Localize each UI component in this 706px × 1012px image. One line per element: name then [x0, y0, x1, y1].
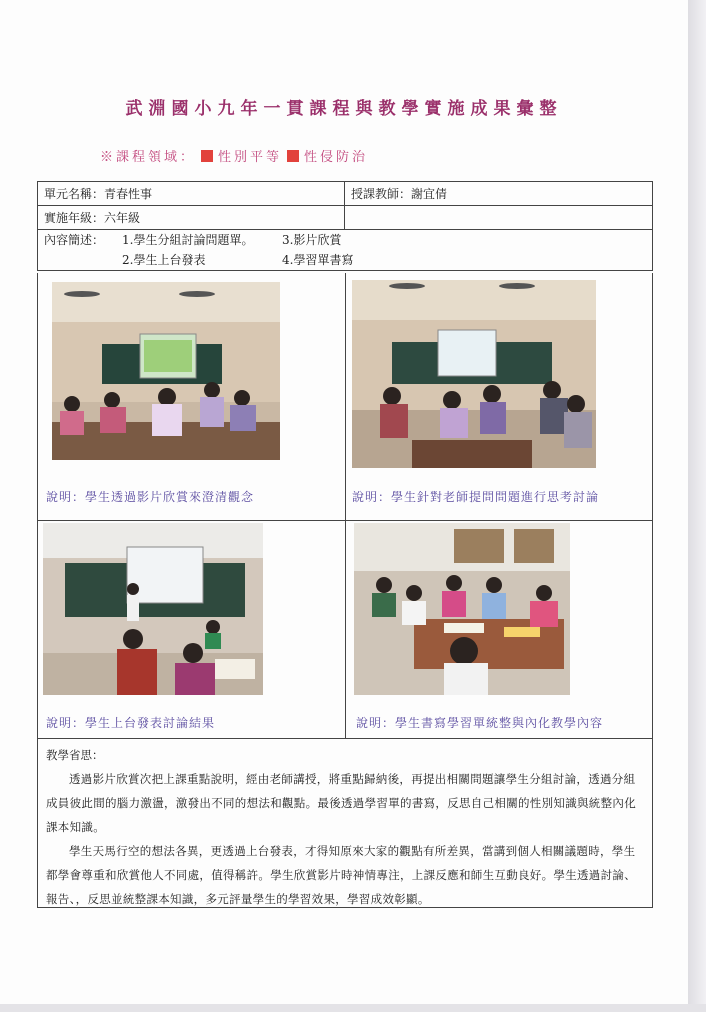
square-bullet-icon [201, 150, 213, 162]
teacher-name: 授課教師：謝宜倩 [345, 182, 653, 206]
square-bullet-icon [287, 150, 299, 162]
reflection-paragraph: 透過影片欣賞次把上課重點說明，經由老師講授，將重點歸納後，再提出相關問題讓學生分組討論，透過分組成員彼此間的腦力激盪，激發出不同的想法和觀點。最後透過學習單的書寫，反思自己相關的性別知識與統整內化課本知識。 [46, 772, 636, 834]
content-item: 4.學習單書寫 [282, 253, 354, 267]
classroom-photo [43, 523, 263, 695]
reflection-heading: 教學省思： [46, 748, 104, 762]
domain-prefix: ※課程領域： [100, 150, 197, 165]
classroom-photo [52, 282, 280, 460]
page-edge [688, 0, 706, 1012]
photo-caption: 說明：學生書寫學習單統整與內化教學內容 [356, 716, 604, 730]
domain-item: 性侵防治 [304, 150, 369, 165]
empty-cell [345, 206, 653, 230]
reflection-paragraph: 學生天馬行空的想法各異，更透過上台發表，才得知原來大家的觀點有所差異，當講到個人相關議題時，學生都學會尊重和欣賞他人不同處，值得稱許。學生欣賞影片時神情專注，上課反應和師生互動良好。學生透過討論、報告、，反思並統整課本知識，多元評量學生的學習效果，學習成效彰顯。 [46, 844, 636, 906]
unit-name: 單元名稱：青春性事 [38, 182, 345, 206]
content-label: 內容簡述： [44, 233, 105, 247]
content-item: 1.學生分組討論問題單。 [122, 233, 254, 247]
classroom-photo [354, 523, 570, 695]
teaching-reflection [37, 738, 653, 908]
grade: 實施年級：六年級 [38, 206, 345, 230]
course-domain [100, 146, 368, 165]
info-table [37, 181, 653, 271]
photo-caption: 說明：學生透過影片欣賞來澄清觀念 [46, 490, 255, 504]
page-title: 武淵國小九年一貫課程與教學實施成果彙整 [125, 99, 563, 119]
page-edge [0, 1004, 706, 1012]
photo-caption: 說明：學生針對老師提問問題進行思考討論 [352, 490, 600, 504]
content-item: 2.學生上台發表 [122, 253, 206, 267]
photo-caption: 說明：學生上台發表討論結果 [46, 716, 216, 730]
classroom-photo [352, 280, 596, 468]
content-item: 3.影片欣賞 [282, 233, 342, 247]
content-summary [38, 230, 653, 271]
domain-item: 性別平等 [218, 150, 283, 165]
photo-grid [37, 273, 653, 739]
